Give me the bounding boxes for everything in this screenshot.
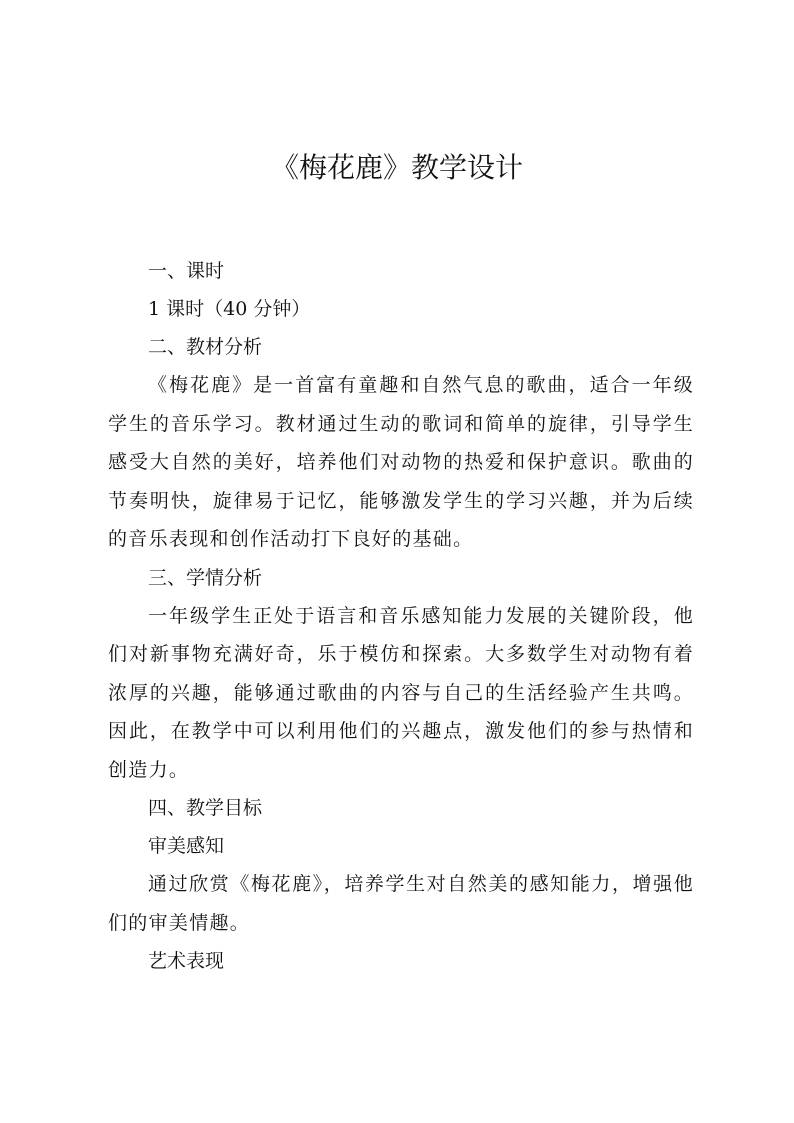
goal-aesthetic-label: 审美感知 bbox=[148, 835, 225, 857]
document-body bbox=[108, 252, 694, 980]
goal-aesthetic-paragraph: 通过欣赏《梅花鹿》，培养学生对自然美的感知能力，增强他们的审美情趣。 bbox=[108, 873, 694, 934]
section-heading-material-analysis: 二、教材分析 bbox=[148, 336, 263, 358]
section-heading-student-analysis: 三、学情分析 bbox=[148, 566, 263, 589]
section-heading-teaching-goals: 四、教学目标 bbox=[148, 797, 263, 819]
class-hours-text: 1 课时（40 分钟） bbox=[148, 298, 311, 320]
student-analysis-paragraph: 一年级学生正处于语言和音乐感知能力发展的关键阶段，他们对新事物充满好奇，乐于模仿和探索。大多数学生对动物有着浓厚的兴趣，能够通过歌曲的内容与自己的生活经验产生共鸣。因此，在教学中可以利用他们的兴趣点，激发他们的参与热情和创造力。 bbox=[108, 604, 694, 781]
section-heading-class-hours: 一、课时 bbox=[148, 260, 225, 282]
goal-artistic-label: 艺术表现 bbox=[148, 950, 225, 972]
material-analysis-paragraph: 《梅花鹿》是一首富有童趣和自然气息的歌曲，适合一年级学生的音乐学习。教材通过生动的歌词和简单的旋律，引导学生感受大自然的美好，培养他们对动物的热爱和保护意识。歌曲的节奏明快，旋律易于记忆，能够激发学生的学习兴趣，并为后续的音乐表现和创作活动打下良好的基础。 bbox=[108, 374, 694, 550]
document-title: 《梅花鹿》教学设计 bbox=[270, 151, 523, 184]
